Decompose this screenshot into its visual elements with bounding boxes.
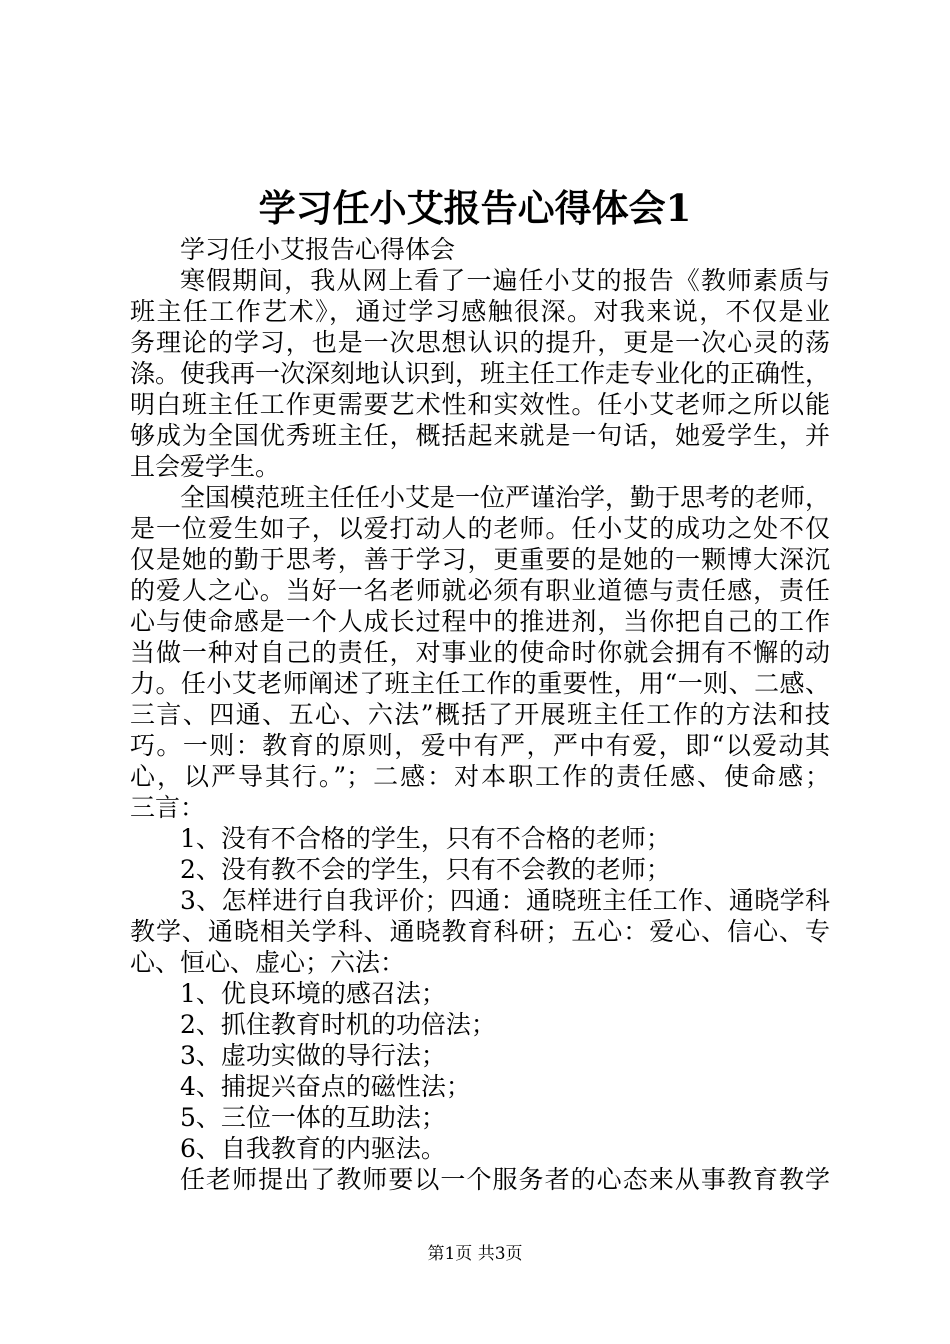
text-line: 三言、四通、五心、六法”概括了开展班主任工作的方法和技 xyxy=(130,700,830,729)
text-line: 够成为全国优秀班主任，概括起来就是一句话，她爱学生，并 xyxy=(130,421,830,450)
text-line: 是一位爱生如子，以爱打动人的老师。任小艾的成功之处不仅 xyxy=(130,514,830,543)
page-number-footer: 第1页 共3页 xyxy=(427,1244,523,1264)
list-item: 1、没有不合格的学生，只有不合格的老师； xyxy=(180,824,671,853)
text-line: 班主任工作艺术》，通过学习感触很深。对我来说，不仅是业 xyxy=(130,297,830,326)
text-line: 心，以严导其行。”；二感：对本职工作的责任感、使命感； xyxy=(130,762,830,791)
document-body xyxy=(130,234,830,1195)
list-item: 2、没有教不会的学生，只有不会教的老师； xyxy=(180,855,671,884)
text-line: 任老师提出了教师要以一个服务者的心态来从事教育教学 xyxy=(180,1165,830,1194)
text-line: 寒假期间，我从网上看了一遍任小艾的报告《教师素质与 xyxy=(180,266,830,295)
text-line: 力。任小艾老师阐述了班主任工作的重要性，用“一则、二感、 xyxy=(130,669,830,698)
text-line: 涤。使我再一次深刻地认识到，班主任工作走专业化的正确性， xyxy=(130,359,831,388)
text-line: 的爱人之心。当好一名老师就必须有职业道德与责任感，责任 xyxy=(130,576,830,605)
list-item: 5、三位一体的互助法； xyxy=(180,1103,446,1132)
document-title: 学习任小艾报告心得体会1 xyxy=(258,186,692,230)
subtitle-line: 学习任小艾报告心得体会 xyxy=(180,235,456,264)
text-line: 三言： xyxy=(130,793,206,822)
text-line: 全国模范班主任任小艾是一位严谨治学，勤于思考的老师， xyxy=(180,483,831,512)
text-line: 巧。一则：教育的原则，爱中有严，严中有爱，即“以爱动其 xyxy=(130,731,830,760)
text-line: 且会爱学生。 xyxy=(130,452,281,481)
text-line: 心与使命感是一个人成长过程中的推进剂，当你把自己的工作 xyxy=(130,607,830,636)
text-line: 当做一种对自己的责任，对事业的使命时你就会拥有不懈的动 xyxy=(130,638,830,667)
text-line: 教学、通晓相关学科、通晓教育科研；五心：爱心、信心、专 xyxy=(130,917,830,946)
text-line: 务理论的学习，也是一次思想认识的提升，更是一次心灵的荡 xyxy=(130,328,830,357)
list-item: 3、怎样进行自我评价；四通：通晓班主任工作、通晓学科 xyxy=(180,886,830,915)
text-line: 仅是她的勤于思考，善于学习，更重要的是她的一颗博大深沉 xyxy=(130,545,830,574)
text-line: 明白班主任工作更需要艺术性和实效性。任小艾老师之所以能 xyxy=(130,390,830,419)
list-item: 2、抓住教育时机的功倍法； xyxy=(180,1010,496,1039)
text-line: 心、恒心、虚心；六法： xyxy=(130,948,406,977)
list-item: 6、自我教育的内驱法。 xyxy=(180,1134,446,1163)
list-item: 4、捕捉兴奋点的磁性法； xyxy=(180,1072,471,1101)
list-item: 1、优良环境的感召法； xyxy=(180,979,446,1008)
list-item: 3、虚功实做的导行法； xyxy=(180,1041,446,1070)
